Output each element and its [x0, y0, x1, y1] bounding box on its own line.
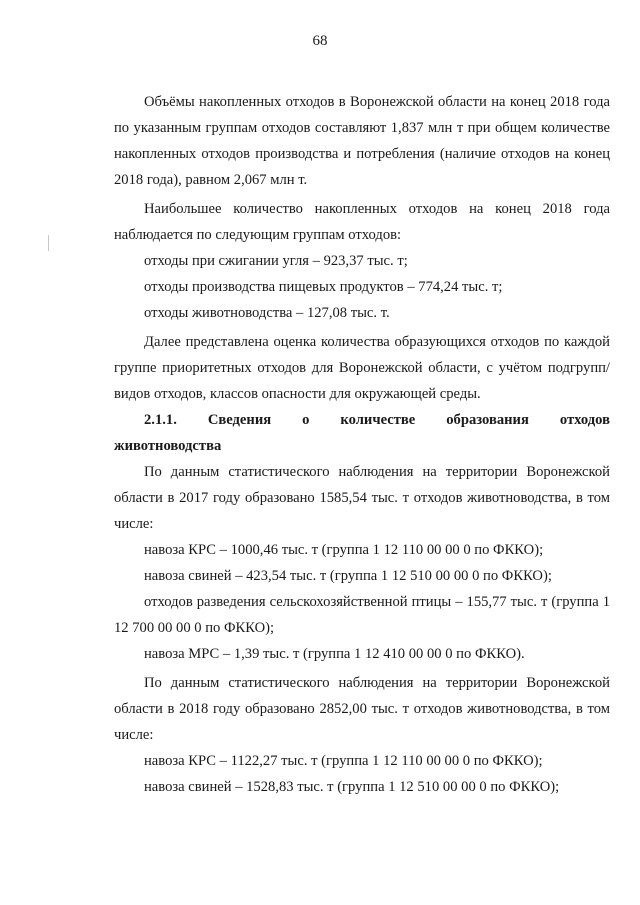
list-item-food-production: отходы производства пищевых продуктов – 774,24 тыс. т;: [144, 279, 503, 295]
paragraph-accumulated-waste: Объёмы накопленных отходов в Воронежской области на конец 2018 года по указанным группам отходов составляют 1,837 млн т при общем количестве накопленных отходов производства и потребления (наличие отходов на конец 2018 года), равном 2,067 млн т.: [114, 94, 610, 188]
list-item-krs-2017: навоза КРС – 1000,46 тыс. т (группа 1 12 110 00 00 0 по ФККО);: [144, 542, 544, 558]
list-item-coal-ash: отходы при сжигании угля – 923,37 тыс. т;: [144, 253, 408, 269]
section-number: 2.1.1.: [144, 412, 177, 428]
section-heading: [114, 407, 610, 459]
list-item-livestock: отходы животноводства – 127,08 тыс. т.: [144, 305, 390, 321]
heading-line2: животноводства: [114, 438, 222, 454]
paragraph-largest-groups: Наибольшее количество накопленных отходов на конец 2018 года наблюдается по следующим группам отходов:: [114, 201, 610, 243]
margin-mark: [48, 235, 49, 251]
heading-word: количестве: [340, 412, 416, 428]
list-item-mrs-2017: навоза МРС – 1,39 тыс. т (группа 1 12 410 00 00 0 по ФККО).: [144, 646, 525, 662]
paragraph-2018-stats: По данным статистического наблюдения на территории Воронежской области в 2018 году образовано 2852,00 тыс. т отходов животноводства, в том числе:: [114, 675, 610, 743]
list-item-poultry-2017: отходов разведения сельскохозяйственной птицы – 155,77 тыс. т (группа 1 12 700 00 00 0 по ФККО);: [114, 594, 610, 636]
list-item-pigs-2017: навоза свиней – 423,54 тыс. т (группа 1 12 510 00 00 0 по ФККО);: [144, 568, 552, 584]
paragraph-2017-stats: По данным статистического наблюдения на территории Воронежской области в 2017 году образовано 1585,54 тыс. т отходов животноводства, в том числе:: [114, 464, 610, 532]
heading-word: о: [302, 412, 310, 428]
heading-word: образования: [446, 412, 529, 428]
list-item-krs-2018: навоза КРС – 1122,27 тыс. т (группа 1 12 110 00 00 0 по ФККО);: [144, 753, 543, 769]
heading-word: Сведения: [207, 412, 272, 428]
list-item-pigs-2018: навоза свиней – 1528,83 тыс. т (группа 1 12 510 00 00 0 по ФККО);: [144, 779, 560, 795]
paragraph-assessment-intro: Далее представлена оценка количества образующихся отходов по каждой группе приоритетных отходов для Воронежской области, с учётом подгрупп/видов отходов, классов опасности для окружающей среды.: [114, 334, 610, 402]
page-number: 68: [312, 33, 328, 49]
document-body: [114, 89, 610, 800]
heading-word: отходов: [559, 412, 610, 428]
